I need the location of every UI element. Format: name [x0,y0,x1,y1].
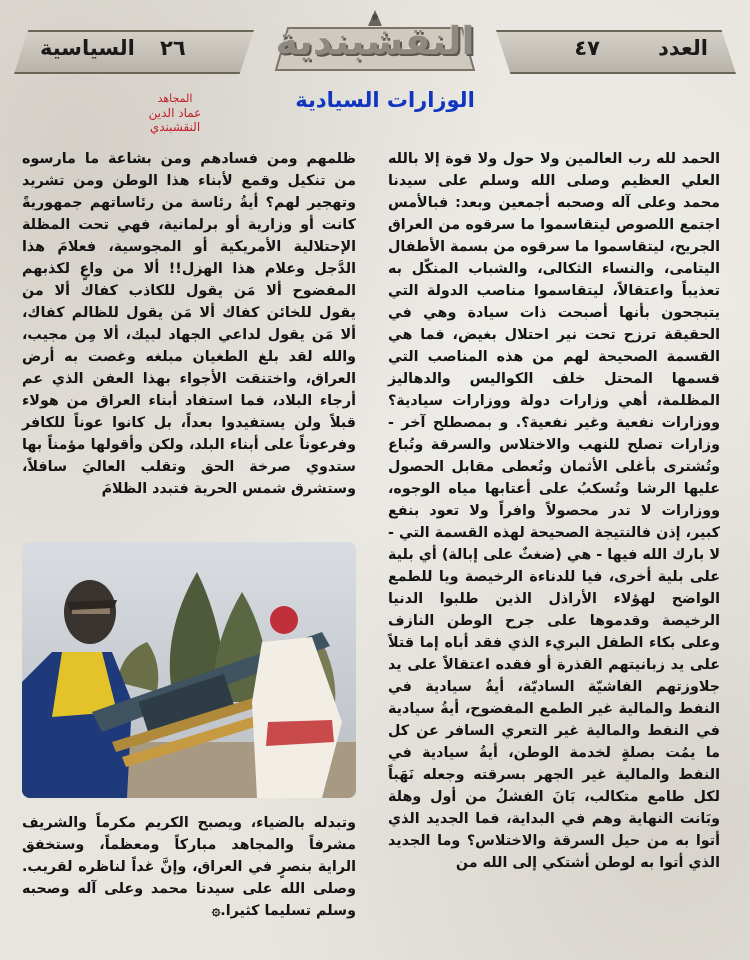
article-column-left-top: ظلمهم ومن فسادهم ومن بشاعة ما مارسوه من تنكيل وقمع لأبناء هذا الوطن ومن تشريد وتهجير لهم؟ أيةُ رئاسة من رئاساتهم جمهوريةً كانت أو وزارية أو برلمانية، فهي تحت المظلة الإحتلالية الأمريكية أو المجوسية، فعلامَ هذا الدَّجل وعلام هذا الهزل!! ألا من واعٍ لكذبهم المفضوح ألا مَن يقول للكاذب كفاك ألا من يقول للخائن كفاك ألا مَن يقول للظالم كفاك، ألا مَن يقول لداعي الجهاد لبيك، ألا مِن مجيب، والله لقد بلغ الطغيان مبلغه وغصت به أرض العراق، واختنقت الأجواء بهذا العفن الذي عم أرجاء البلاد، فما استفاد أبناء العراق من هولاء قبلاً ولن يستفيدوا بعداً، بل كانوا عوناً للكافر وفرعوناً على أبناء البلد، ولكن وأقولها مؤمناً بها ستدوي صرخة الحق وتقلب العاليَ سافلاً، وستشرق شمس الحرية فتبدد الظلامَ [22,151,356,497]
page-number: ٢٦ [160,36,186,60]
author-prefix: المجاهد [157,92,193,105]
logo-text: النقشبندية [275,19,475,63]
author-credit [140,92,210,134]
magazine-logo [268,8,482,74]
author-name: عماد الدين النقشبندي [148,106,202,134]
fighters-with-machine-gun-image [22,542,356,798]
issue-label: العدد [658,36,708,60]
article-title: الوزارات السيادية [295,88,475,112]
page-header [0,8,750,78]
issue-number: ٤٧ [574,36,600,60]
section-label: السياسية [40,36,135,60]
article-column-left-bottom: وتبدله بالضياء، ويصبح الكريم مكرماً والشريف مشرفاً والمجاهد مباركاً ومعظماً، وستخفق الراية بنصرٍ في العراق، وإنَّ غداً لناظره لقريب. وصلى الله على سيدنا محمد وعلى آله وصحبه وسلم تسليما كثيرا.۞ [22,815,356,919]
article-photo [22,542,356,798]
article-column-right: الحمد لله رب العالمين ولا حول ولا قوة إلا بالله العلي العظيم وصلى الله وسلم على سيدنا محمد وعلى آله وصحبه أجمعين وبعد: فبالأمس اجتمع اللصوص ليتقاسموا ما سرقوه من العراق الجريح، ليتقاسموا ما سرقوه من بسمة الأطفال اليتامى، والنساء الثكالى، والشباب المنكّل به تعذيباً واعتقالاً، ليتقاسموا مناصب الدولة التي يتبجحون بأنها أصبحت ذات سيادة وهي في الحقيقة ترزح تحت نير احتلال بغيض، فما هي القسمة الصحيحة لهم من هذه المناصب التي قسمها المحتل خلف الكواليس والدهاليز المظلمة، أهي وزارات دولة ووزارات سيادية؟ ووزارات نفعية وغير نفعية؟. و بمصطلح آخر - وزارات تصلح للنهب والاختلاس والسرقة وتُباع وتُشترى بأغلى الأثمان وتُعطى مقابل الحصول عليها الرشا وتُسكبُ على أعتابها مياه الوجوه، ووزارات لا تدر محصولاً وافراً ولا تعود بنفع كبير، إذن فالنتيجة الصحيحة لهذه القسمة التي - لا بارك الله فيها - هي (ضغثٌ على إبالة) أي بلية على بلية أخرى، فيا للدناءة الرخيصة ويا للطمع الواضح لهؤلاء الأراذل الذين طلبوا الدنيا الرخيصة وقدموها على جرح الوطن النازف وعلى بكاء الطفل البريء الذي فقد أباه إما قتلاً على يد زبانيتهم القذرة أو فقده اعتقالاً على يد جلاوزتهم الفاشيّة الساديّة، أيةُ سيادية في النفط والمالية غير الطمع المفضوح، أيةُ سيادية في النفط والمالية غير التعري السافر عن كل ما يمُت بصلةٍ لخدمة الوطن، أيةُ سيادية في النفط والمالية غير الجهر بسرقته وجعله نَهَباً لكل طامع متكالب، بَانَ الفشلُ من أول وهلة وبَانت النهاية وهم في البداية، فما الجديد الذي أتوا به من حيل السرقة والاختلاس؟ وما الجديد الذي أتوا به لوطن أشتكي إلى الله من [388,151,720,871]
